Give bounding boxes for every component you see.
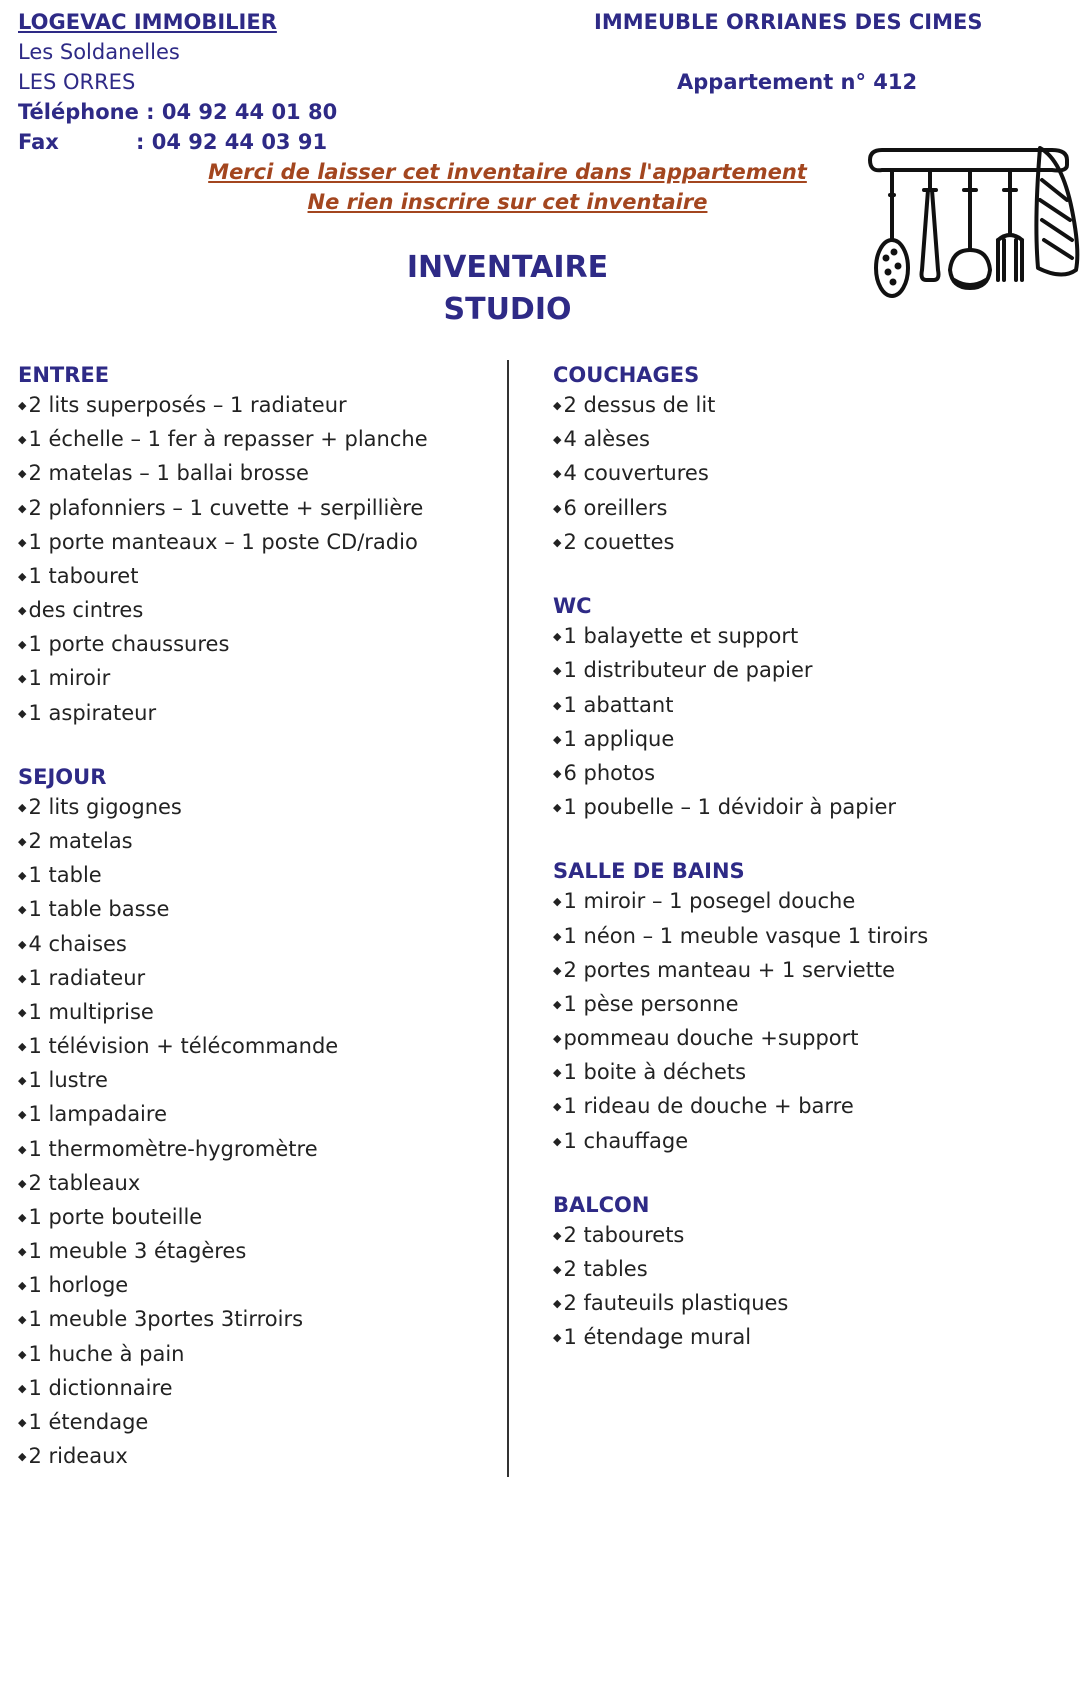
list-item: ◆ 1 thermomètre-hygromètre — [18, 1134, 428, 1168]
list-item: ◆ 1 boite à déchets — [553, 1057, 928, 1091]
list-item: ◆ 2 rideaux — [18, 1441, 428, 1475]
list-item: ◆ 1 miroir — [18, 663, 428, 697]
list-item: ◆ 2 tabourets — [553, 1220, 928, 1254]
fax-label: Fax — [18, 130, 59, 154]
document-title: INVENTAIRE — [406, 250, 609, 285]
list-item: ◆ 2 lits gigognes — [18, 792, 428, 826]
list-item: ◆ 4 chaises — [18, 929, 428, 963]
list-item: ◆ pommeau douche +support — [553, 1023, 928, 1057]
agency-phone-row — [18, 97, 337, 127]
list-item: ◆ 1 chauffage — [553, 1126, 928, 1160]
phone-label: Téléphone : — [18, 100, 155, 124]
list-item: ◆ 2 tableaux — [18, 1168, 428, 1202]
section-couchages — [553, 360, 928, 561]
section-salle-de-bains — [553, 856, 928, 1159]
list-item: ◆ des cintres — [18, 595, 428, 629]
list-item: ◆ 1 porte bouteille — [18, 1202, 428, 1236]
notice-line-2: Ne rien inscrire sur cet inventaire — [307, 190, 708, 214]
phone-number: 04 92 44 01 80 — [161, 100, 338, 124]
section-sejour — [18, 762, 428, 1475]
list-item: ◆ 1 télévision + télécommande — [18, 1031, 428, 1065]
list-item: ◆ 1 meuble 3portes 3tirroirs — [18, 1304, 428, 1338]
list-item: ◆ 1 applique — [553, 724, 928, 758]
section-title: SALLE DE BAINS — [553, 859, 745, 884]
list-item: ◆ 2 dessus de lit — [553, 390, 928, 424]
section-title: COUCHAGES — [553, 363, 700, 387]
list-item: ◆ 2 matelas – 1 ballai brosse — [18, 458, 428, 492]
list-item: ◆ 2 tables — [553, 1254, 928, 1288]
agency-name: LOGEVAC IMMOBILIER — [18, 10, 277, 34]
list-item: ◆ 2 couettes — [553, 527, 928, 561]
list-item: ◆ 1 abattant — [553, 690, 928, 724]
document-subtitle: STUDIO — [443, 292, 572, 327]
list-item: ◆ 2 fauteuils plastiques — [553, 1288, 928, 1322]
list-item: ◆ 1 étendage mural — [553, 1322, 928, 1356]
agency-address-line1: Les Soldanelles — [18, 40, 180, 64]
right-column — [553, 360, 928, 1387]
notice-line-1: Merci de laisser cet inventaire dans l'appartement — [208, 160, 807, 184]
section-balcon — [553, 1190, 928, 1357]
section-title: SEJOUR — [18, 764, 107, 789]
list-item: ◆ 4 alèses — [553, 424, 928, 458]
list-item: ◆ 1 étendage — [18, 1407, 428, 1441]
list-item: ◆ 2 plafonniers – 1 cuvette + serpillière — [18, 493, 428, 527]
list-item: ◆ 1 distributeur de papier — [553, 655, 928, 689]
list-item: ◆ 1 aspirateur — [18, 698, 428, 732]
section-title: ENTREE — [18, 363, 110, 387]
list-item: ◆ 1 miroir – 1 posegel douche — [553, 886, 928, 920]
list-item: ◆ 1 tabouret — [18, 561, 428, 595]
list-item: ◆ 1 horloge — [18, 1270, 428, 1304]
section-entree — [18, 360, 428, 732]
list-item: ◆ 1 multiprise — [18, 997, 428, 1031]
list-item: ◆ 1 huche à pain — [18, 1339, 428, 1373]
section-title: WC — [553, 594, 592, 619]
list-item: ◆ 4 couvertures — [553, 458, 928, 492]
list-item: ◆ 1 poubelle – 1 dévidoir à papier — [553, 792, 928, 826]
left-column — [18, 360, 428, 1505]
agency-block — [18, 7, 337, 157]
list-item: ◆ 1 rideau de douche + barre — [553, 1091, 928, 1125]
list-item: ◆ 1 lampadaire — [18, 1099, 428, 1133]
section-title: BALCON — [553, 1192, 650, 1217]
list-item: ◆ 2 lits superposés – 1 radiateur — [18, 390, 428, 424]
building-name: IMMEUBLE ORRIANES DES CIMES — [594, 10, 983, 34]
list-item: ◆ 1 lustre — [18, 1065, 428, 1099]
list-item: ◆ 1 néon – 1 meuble vasque 1 tiroirs — [553, 921, 928, 955]
list-item: ◆ 6 oreillers — [553, 493, 928, 527]
list-item: ◆ 1 pèse personne — [553, 989, 928, 1023]
apartment-number: Appartement n° 412 — [677, 70, 918, 94]
list-item: ◆ 1 table basse — [18, 894, 428, 928]
list-item: ◆ 1 table — [18, 860, 428, 894]
section-wc — [553, 591, 928, 826]
list-item: ◆ 2 portes manteau + 1 serviette — [553, 955, 928, 989]
agency-fax-row — [18, 127, 337, 157]
list-item: ◆ 1 radiateur — [18, 963, 428, 997]
kitchen-utensils-icon — [862, 140, 1080, 305]
list-item: ◆ 1 dictionnaire — [18, 1373, 428, 1407]
list-item: ◆ 6 photos — [553, 758, 928, 792]
list-item: ◆ 1 porte chaussures — [18, 629, 428, 663]
list-item: ◆ 1 meuble 3 étagères — [18, 1236, 428, 1270]
list-item: ◆ 1 porte manteaux – 1 poste CD/radio — [18, 527, 428, 561]
fax-number: : 04 92 44 03 91 — [136, 130, 328, 154]
agency-address-line2: LES ORRES — [18, 70, 136, 94]
column-divider — [507, 360, 509, 1477]
list-item: ◆ 1 balayette et support — [553, 621, 928, 655]
list-item: ◆ 2 matelas — [18, 826, 428, 860]
list-item: ◆ 1 échelle – 1 fer à repasser + planche — [18, 424, 428, 458]
